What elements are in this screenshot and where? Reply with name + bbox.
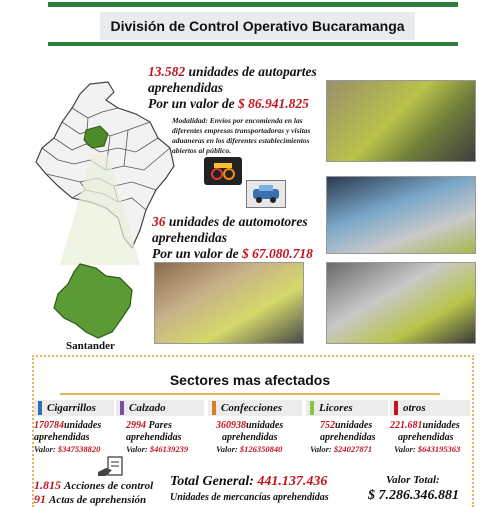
sector-value: $126350840 bbox=[239, 444, 283, 454]
automotores-line1 bbox=[152, 214, 352, 230]
santander-map bbox=[50, 262, 136, 340]
vehicle-logo bbox=[246, 180, 286, 208]
sector-count: 752 bbox=[320, 420, 335, 431]
sector-tab bbox=[390, 400, 470, 416]
autopartes-count: 13.582 bbox=[148, 64, 186, 79]
customs-logo bbox=[204, 157, 242, 185]
page-header bbox=[100, 12, 415, 40]
photo-inspection bbox=[326, 80, 476, 162]
car-parts-icon bbox=[208, 160, 238, 182]
autopartes-value: $ 86.941.825 bbox=[238, 96, 309, 111]
sector-desc: aprehendidas bbox=[222, 432, 278, 443]
sectors-divider bbox=[60, 393, 440, 395]
sector-color-bar bbox=[212, 401, 216, 415]
total-desc: Unidades de mercancías aprehendidas bbox=[170, 492, 329, 503]
autopartes-unit-label: unidades de autopartes bbox=[188, 64, 317, 79]
sector-unit: unidades bbox=[422, 420, 460, 431]
autopartes-value-line bbox=[148, 96, 348, 112]
region-label: Santander bbox=[66, 340, 115, 352]
sector-color-bar bbox=[310, 401, 314, 415]
sector-name: Cigarrillos bbox=[47, 402, 96, 414]
sector-value: $347538820 bbox=[57, 444, 101, 454]
sector-desc: aprehendidas bbox=[320, 432, 376, 443]
sector-value-line: Valor: $347538820 bbox=[34, 444, 101, 454]
autopartes-line1 bbox=[148, 64, 348, 80]
autopartes-value-prefix: Por un valor de bbox=[148, 96, 235, 111]
sector-count: 2994 bbox=[126, 420, 146, 431]
sector-name: Confecciones bbox=[221, 402, 283, 414]
sector-confecciones bbox=[208, 400, 302, 455]
header-underline bbox=[48, 42, 458, 46]
photo-shop-visit bbox=[154, 262, 304, 344]
sector-tab bbox=[306, 400, 388, 416]
sector-desc: aprehendidas bbox=[398, 432, 454, 443]
automotores-unit-label: unidades de automotores bbox=[168, 214, 308, 229]
sector-color-bar bbox=[38, 401, 42, 415]
sector-value-line: Valor: $24027871 bbox=[310, 444, 373, 454]
sector-value-line: Valor: $126350840 bbox=[216, 444, 283, 454]
car-icon bbox=[247, 181, 285, 207]
valor-value: $ 7.286.346.881 bbox=[368, 488, 459, 503]
photo-counter-visit bbox=[326, 262, 476, 344]
total-label: Total General: bbox=[170, 474, 254, 489]
total-line bbox=[170, 474, 327, 490]
santander-shape bbox=[54, 264, 132, 338]
photo-store-check bbox=[326, 176, 476, 254]
sector-value-line: Valor: $643195363 bbox=[394, 444, 461, 454]
sector-cigarrillos bbox=[34, 400, 114, 455]
sector-value: $643195363 bbox=[417, 444, 461, 454]
actas-label: Actas de aprehensión bbox=[49, 494, 147, 506]
sector-name: otros bbox=[403, 402, 426, 414]
actas-count: 91 bbox=[34, 492, 46, 506]
sector-calzado bbox=[116, 400, 204, 455]
sector-count-line bbox=[34, 420, 114, 432]
acciones-count: 1.815 bbox=[34, 478, 61, 492]
acciones-label: Acciones de control bbox=[64, 480, 154, 492]
sector-tab bbox=[34, 400, 114, 416]
sector-count: 170784 bbox=[34, 420, 64, 431]
sector-name: Licores bbox=[319, 402, 353, 414]
autopartes-note: Modalidad: Envíos por encomienda en las diferentes empresas transportadoras y visitas aduaneras en los diferentes establecimientos abiertos al público. bbox=[172, 116, 311, 155]
automotores-value-line bbox=[152, 246, 352, 262]
sector-licores bbox=[306, 400, 388, 455]
sector-value-line: Valor: $46139239 bbox=[126, 444, 189, 454]
sector-unit: unidades bbox=[64, 420, 102, 431]
total-value: 441.137.436 bbox=[257, 474, 328, 489]
sector-value: $46139239 bbox=[149, 444, 189, 454]
sector-unit: unidades bbox=[335, 420, 373, 431]
sector-count-line bbox=[306, 420, 388, 432]
sector-count: 360938 bbox=[216, 420, 246, 431]
automotores-value-prefix: Por un valor de bbox=[152, 246, 239, 261]
sector-desc: aprehendidas bbox=[126, 432, 182, 443]
sector-color-bar bbox=[394, 401, 398, 415]
sector-count-line bbox=[208, 420, 302, 432]
sector-count-line bbox=[116, 420, 204, 432]
sector-desc: aprehendidas bbox=[34, 432, 90, 443]
autopartes-block bbox=[148, 64, 348, 112]
sector-count: 221.681 bbox=[390, 420, 423, 431]
autopartes-line2: aprehendidas bbox=[148, 80, 224, 95]
page-title: División de Control Operativo Bucaramanga bbox=[110, 18, 405, 34]
sector-unit: unidades bbox=[246, 420, 284, 431]
sector-name: Calzado bbox=[129, 402, 166, 414]
sector-otros bbox=[390, 400, 470, 455]
acciones-line bbox=[34, 478, 153, 493]
automotores-value: $ 67.080.718 bbox=[242, 246, 313, 261]
automotores-line2: aprehendidas bbox=[152, 230, 228, 245]
valor-label: Valor Total: bbox=[386, 474, 440, 486]
document-hand-icon bbox=[96, 456, 128, 478]
sector-unit: Pares bbox=[148, 420, 172, 431]
sector-value: $24027871 bbox=[333, 444, 373, 454]
sector-color-bar bbox=[120, 401, 124, 415]
sector-count-line bbox=[390, 420, 470, 432]
sector-tab bbox=[208, 400, 302, 416]
automotores-count: 36 bbox=[152, 214, 166, 229]
top-green-bar bbox=[48, 2, 458, 7]
sectors-title: Sectores mas afectados bbox=[169, 372, 331, 388]
sector-tab bbox=[116, 400, 204, 416]
automotores-block bbox=[152, 214, 352, 262]
